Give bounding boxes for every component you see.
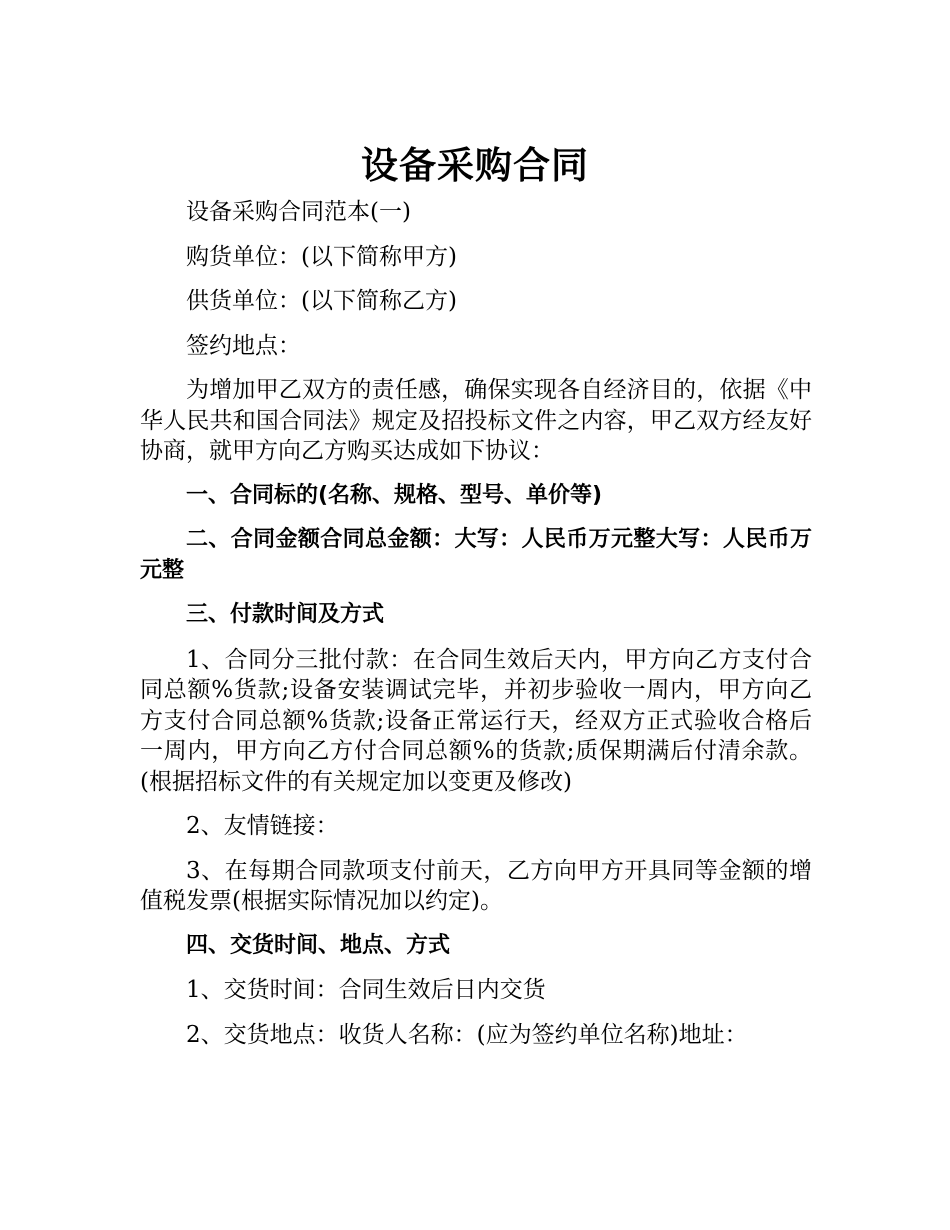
document-body	[140, 197, 812, 1064]
paragraph-payment-2: 2、友情链接：	[186, 813, 339, 839]
paragraph-payment-1: 1、合同分三批付款：在合同生效后天内，甲方向乙方支付合同总额%货款;设备安装调试完毕，并初步验收一周内，甲方向乙方支付合同总额%货款;设备正常运行天，经双方正式验收合格后一周内，甲方向乙方付合同总额%的货款;质保期满后付清余款。(根据招标文件的有关规定加以变更及修改)	[140, 646, 812, 795]
heading-contract-subject: 一、合同标的(名称、规格、型号、单价等)	[186, 482, 603, 508]
heading-contract-amount: 二、合同金额合同总金额：大写：人民币万元整大写：人民币万元整	[140, 527, 812, 583]
paragraph-delivery-time: 1、交货时间：合同生效后日内交货	[186, 977, 546, 1003]
heading-delivery: 四、交货时间、地点、方式	[186, 932, 451, 958]
paragraph-preamble: 为增加甲乙双方的责任感，确保实现各自经济目的，依据《中华人民共和国合同法》规定及招投标文件之内容，甲乙双方经友好协商，就甲方向乙方购买达成如下协议：	[140, 377, 812, 464]
document-title: 设备采购合同	[361, 143, 589, 187]
paragraph-buyer: 购货单位：(以下简称甲方)	[186, 243, 457, 270]
paragraph-payment-3: 3、在每期合同款项支付前天，乙方向甲方开具同等金额的增值税发票(根据实际情况加以约定)。	[140, 857, 812, 914]
paragraph-signing-place: 签约地点：	[186, 332, 301, 359]
paragraph-supplier: 供货单位：(以下简称乙方)	[186, 288, 457, 314]
paragraph-delivery-place: 2、交货地点：收货人名称：(应为签约单位名称)地址：	[186, 1021, 748, 1048]
paragraph-contract-template: 设备采购合同范本(一)	[186, 199, 411, 225]
heading-payment: 三、付款时间及方式	[186, 602, 385, 627]
